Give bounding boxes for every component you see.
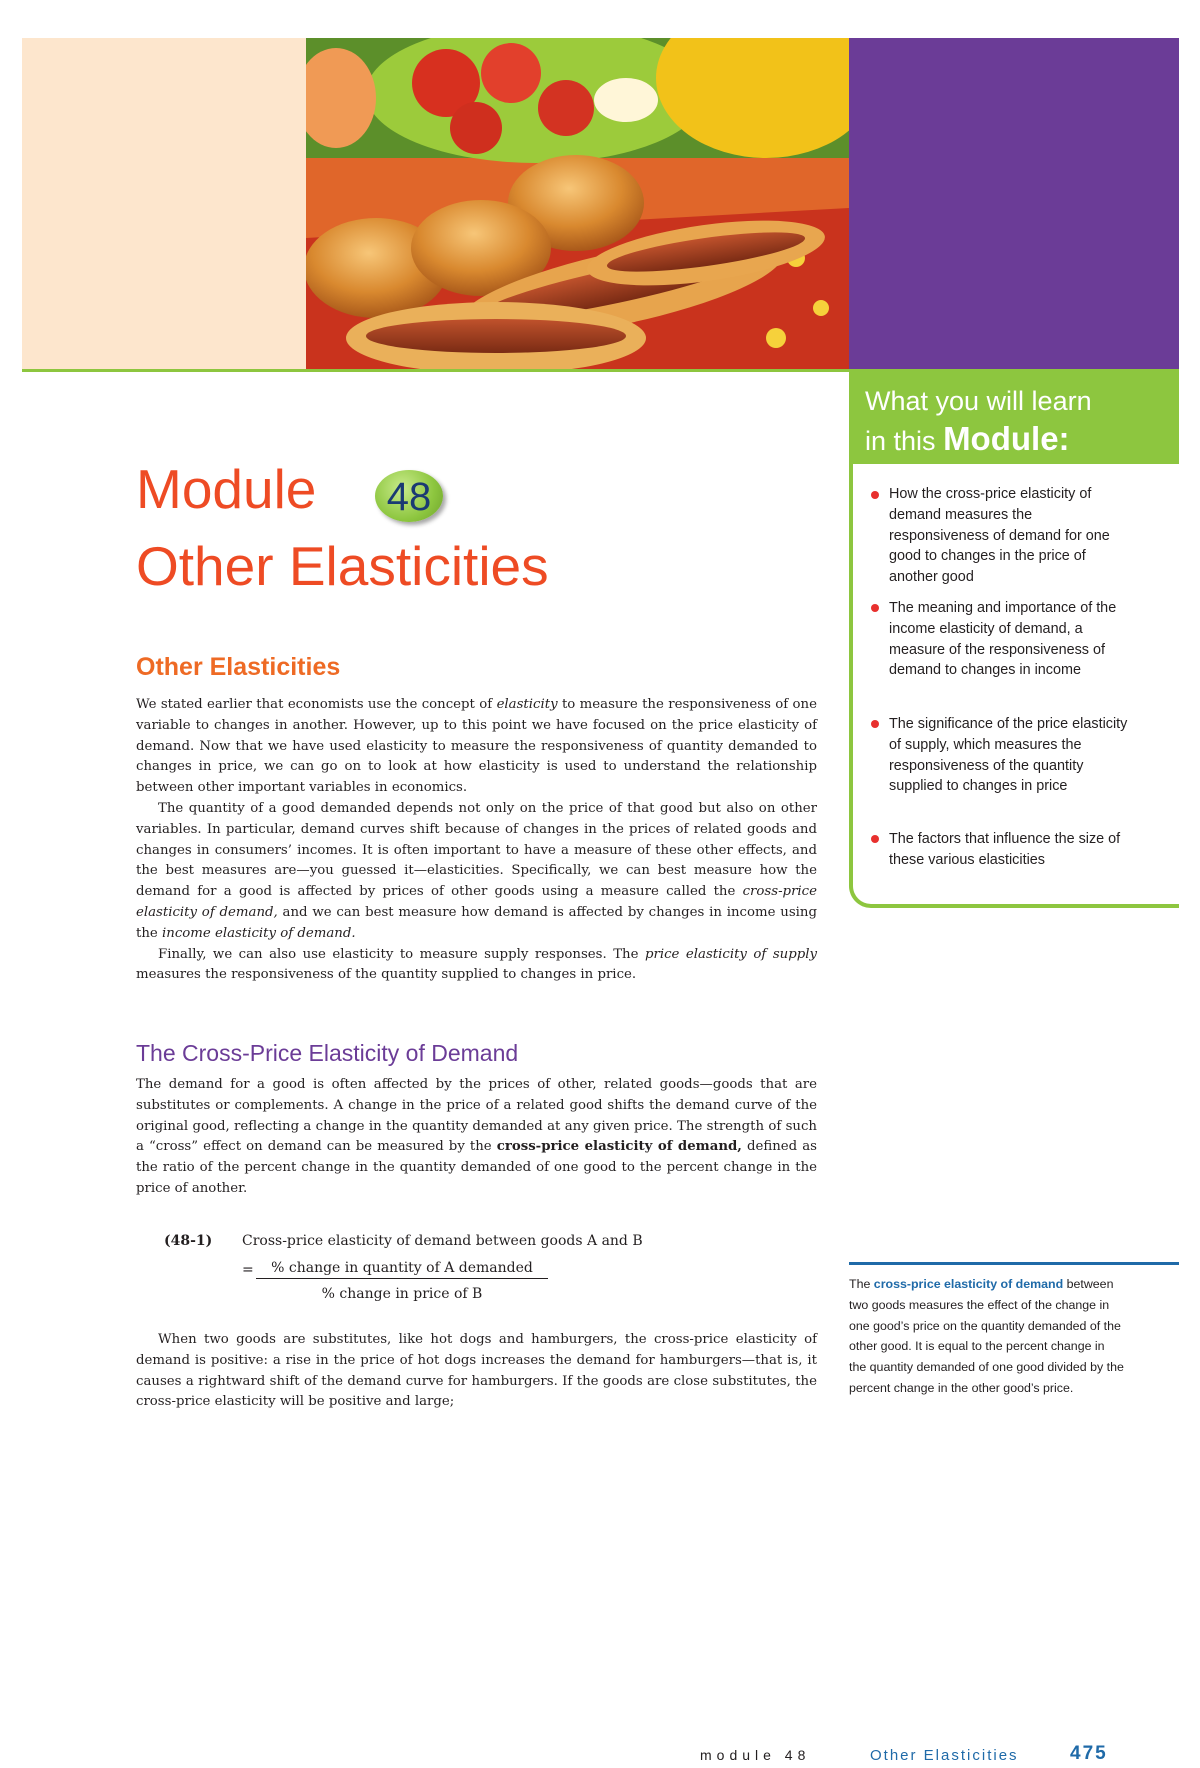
footer-module-label: module 48 xyxy=(700,1747,811,1763)
section2-body-continued xyxy=(136,1330,817,1413)
definition-term: cross-price elasticity of demand xyxy=(873,1277,1064,1291)
learning-objectives-title-line1: What you will learn xyxy=(865,386,1092,416)
learning-objectives-list xyxy=(849,464,1179,908)
footer-title: Other Elasticities xyxy=(870,1747,1019,1764)
module-number: 48 xyxy=(386,475,432,519)
objective-item: The significance of the price elasticity of supply, which measures the responsiveness of the quantity supplied to changes in price xyxy=(889,716,1128,795)
learning-objectives-title-line2 xyxy=(865,420,1070,458)
objective-item: The meaning and importance of the income elasticity of demand, a measure of the responsiveness of demand to changes in income xyxy=(889,600,1117,679)
equation-equals: = xyxy=(242,1262,254,1278)
definition-note: The cross-price elasticity of demand between two goods measures the effect of the change in one good’s price on the quantity demanded of the other good. It is equal to the percent change in the quantity demanded of one good divided by the percent change in the other good’s price. xyxy=(849,1277,1124,1395)
learning-objectives-header xyxy=(849,372,1179,464)
paragraph: We stated earlier that economists use the concept of elasticity to measure the responsiveness of one variable to changes in another. However, up to this point we have focused on the price elasticity of demand. Now that we have used elasticity to measure the responsiveness of quantity demanded to changes in price, we can go on to look at how elasticity is used to understand the relationship between other important variables in economics. xyxy=(136,697,817,796)
section-heading-cross-price: The Cross-Price Elasticity of Demand xyxy=(136,1040,519,1066)
page-footer xyxy=(700,1744,1112,1768)
bullet-icon xyxy=(871,491,879,499)
purple-panel xyxy=(849,38,1179,370)
section2-body xyxy=(136,1075,817,1200)
module-title: Other Elasticities xyxy=(136,535,549,597)
equation-numerator: % change in quantity of A demanded xyxy=(256,1260,548,1279)
paragraph: The demand for a good is often affected by the prices of other, related goods—goods that are substitutes or complements. A change in the price of a related good shifts the demand curve of the original good, reflecting a change in the quantity demanded at any given price. The strength of such a “cross” effect on demand can be measured by the cross-price elasticity of demand, defined as the ratio of the percent change in the quantity demanded of one good to the percent change in the price of another. xyxy=(136,1077,817,1196)
page-number: 475 xyxy=(1070,1743,1108,1764)
bullet-icon xyxy=(871,604,879,612)
objective-item: How the cross-price elasticity of demand measures the responsiveness of demand for one good to changes in the price of another good xyxy=(889,486,1110,586)
paragraph: The quantity of a good demanded depends not only on the price of that good but also on other variables. In particular, demand curves shift because of changes in the prices of related goods and changes in consumers’ incomes. It is often important to have a measure of these other effects, and the best measures are—you guessed it—elasticities. Specifically, we can best measure how the demand for a good is affected by prices of other goods using a measure called the cross-price elasticity of demand, and we can best measure how demand is affected by changes in income using the income elasticity of demand. xyxy=(136,800,817,941)
module-number-badge xyxy=(375,470,443,522)
equation-denominator: % change in price of B xyxy=(321,1286,483,1302)
food-photo xyxy=(306,38,849,370)
equation-number: (48-1) xyxy=(164,1233,213,1249)
food-photo-illustration xyxy=(306,38,849,370)
section-heading-other-elasticities: Other Elasticities xyxy=(136,653,341,681)
learning-objectives-box xyxy=(849,372,1179,910)
bullet-icon xyxy=(871,835,879,843)
equation-label: Cross-price elasticity of demand between goods A and B xyxy=(242,1233,643,1249)
bullet-icon xyxy=(871,720,879,728)
peach-panel xyxy=(22,38,306,370)
learning-objectives-title-prefix: in this xyxy=(865,426,936,456)
paragraph: Finally, we can also use elasticity to measure supply responses. The price elasticity of supply measures the responsiveness of the quantity supplied to changes in price. xyxy=(136,946,818,983)
definition-divider xyxy=(849,1262,1179,1265)
section1-body xyxy=(136,695,817,986)
learning-objectives-title-bold: Module: xyxy=(943,420,1070,457)
objective-item: The factors that influence the size of these various elasticities xyxy=(889,831,1121,868)
module-label: Module xyxy=(136,458,317,520)
paragraph: When two goods are substitutes, like hot dogs and hamburgers, the cross-price elasticity of demand is positive: a rise in the price of hot dogs increases the demand for hamburgers—that is, it causes a rightward shift of the demand curve for hamburgers. If the goods are close substitutes, the cross-price elasticity will be positive and large; xyxy=(136,1332,817,1410)
